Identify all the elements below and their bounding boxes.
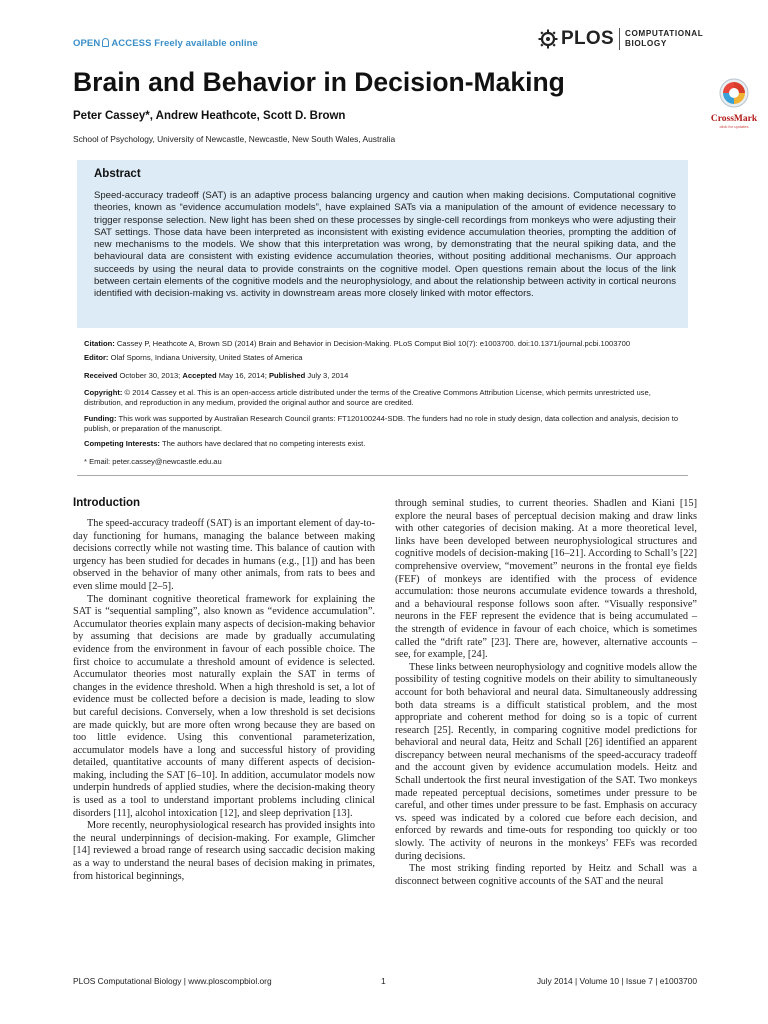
published-date: July 3, 2014	[307, 371, 349, 380]
citation-label: Citation:	[84, 339, 115, 348]
crossmark-sublabel: click for updates	[719, 124, 749, 129]
plos-logo	[538, 28, 703, 50]
body-paragraph: The most striking finding reported by Heitz and Schall was a disconnect between cognitive accounts of the SAT and the neural	[395, 863, 697, 887]
accepted-label: Accepted	[182, 371, 217, 380]
editor-line	[84, 353, 684, 363]
plos-gear-icon	[538, 29, 558, 49]
crossmark-icon	[719, 78, 749, 108]
competing-label: Competing Interests:	[84, 439, 160, 448]
introduction-heading: Introduction	[73, 497, 141, 509]
body-paragraph: The speed-accuracy tradeoff (SAT) is an important element of day-to-day functioning for humans, managing the balance between making decisions correctly while not wasting time. This balance of caution with urgency has been studied for decades in humans (e.g., [1]) and has been observed in the behavior of many other animals, from rats to bees and even slime mould [2–5].	[73, 518, 375, 592]
open-label: OPEN	[73, 38, 101, 49]
editor-text: Olaf Sporns, Indiana University, United States of America	[110, 353, 303, 362]
received-label: Received	[84, 371, 118, 380]
footer-issue: July 2014 | Volume 10 | Issue 7 | e1003700	[536, 976, 697, 986]
copyright-line	[84, 388, 684, 408]
copyright-text: © 2014 Cassey et al. This is an open-access article distributed under the terms of the Creative Commons Attribution License, which permits unrestricted use, distribution, and reproduction in any medium, provided the original author and source are credited.	[84, 388, 651, 408]
page-number: 1	[381, 976, 386, 986]
accepted-date: May 16, 2014;	[218, 371, 267, 380]
funding-label: Funding:	[84, 414, 117, 423]
abstract-text: Speed-accuracy tradeoff (SAT) is an adaptive process balancing urgency and caution when making decisions. Computational cognitive theories, known as “evidence accumulation models”, have explained SATs via a manipulation of the amount of evidence necessary to trigger response selection. New light has been shed on these processes by single-cell recordings from monkeys who were adjusting their SAT settings. Those data have been interpreted as inconsistent with existing evidence accumulation theories, prompting the addition of new mechanisms to the models. We show that this interpretation was wrong, by demonstrating that the neural spiking data, and the behavioural data are consistent with existing evidence accumulation theories, without positing additional mechanisms. Our approach succeeds by using the neural data to provide constraints on the cognitive model. Open questions remain about the locus of the link between certain elements of the cognitive models and the neurophysiology, and about the relationship between activity in cortical neurons identified with decision-making vs. activity in downstream areas more closely linked with motor effectors.	[94, 190, 676, 299]
editor-label: Editor:	[84, 353, 109, 362]
journal-name	[625, 29, 703, 49]
received-date: October 30, 2013;	[119, 371, 181, 380]
published-label: Published	[268, 371, 306, 380]
body-column-right	[395, 498, 697, 888]
plos-wordmark: PLOS	[561, 28, 614, 49]
journal-name-line2: BIOLOGY	[624, 39, 667, 48]
access-label: ACCESS Freely available online	[111, 38, 258, 49]
body-paragraph: The dominant cognitive theoretical framework for explaining the SAT is “sequential sampling”, also known as “evidence accumulation”. Accumulator theories explain many aspects of decision-making behavior by assuming that decisions are made by gradually accumulating evidence from the environment in favour of each possible choice. The first choice to accumulate a threshold amount of evidence is selected. Accumulator theories most naturally explain the SAT in terms of changes in the evidence threshold. When a high threshold is set, a lot of evidence must be collected before a decision is made, leading to slow but careful decisions. Conversely, when a low threshold is set decisions are made quickly, but are more often wrong because they are based on too little evidence. Using this conventional parameterization, accumulator models have a long and successful history of providing detailed, quantitative accounts of many different aspects of decision-making, including the SAT [6–10]. In addition, accumulator models now underpin hundreds of applied studies, where the decision-making theory is used as a tool to understand important problems including clinical disorders [11], alcohol intoxication [12], and sleep deprivation [13].	[73, 593, 375, 819]
funding-line	[84, 414, 684, 434]
body-column-left	[73, 518, 375, 883]
author-affiliation: School of Psychology, University of Newcastle, Newcastle, New South Wales, Australia	[73, 134, 396, 144]
journal-name-line1: COMPUTATIONAL	[624, 29, 704, 38]
funding-text: This work was supported by Australian Research Council grants: FT120100244-SDB. The funders had no role in study design, data collection and analysis, decision to publish, or preparation of the manuscript.	[84, 414, 679, 434]
citation-line	[84, 339, 684, 349]
body-paragraph: These links between neurophysiology and cognitive models allow the possibility of testing cognitive models on their ability to simultaneously account for both behavioral and neural data. Simultaneously addressing both data streams is a difficult statistical problem, and the most appropriate and coherent method for doing so is a topic of current research [25]. Recently, in comparing cognitive model predictions for behavioral and neural data, Heitz and Schall [26] identified an apparent discrepancy between neural mechanisms of the speed-accuracy tradeoff and the account given by evidence accumulation models. Heitz and Schall undertook the first neural investigation of the SAT. Two monkeys made repeated perceptual decisions, sometimes under pressure to be careful, and other times under pressure to be fast. Emphasis on accuracy vs. speed was indicated by a colored cue before each decision, and enforced by rewards and time-outs for responding too quickly or too slowly. The activity of neurons in the monkeys’ FEFs was recorded during decisions.	[395, 661, 697, 862]
article-authors: Peter Cassey*, Andrew Heathcote, Scott D. Brown	[73, 110, 346, 122]
competing-interests-line	[84, 439, 684, 449]
logo-divider	[619, 28, 620, 50]
metadata-divider	[77, 475, 688, 476]
footer-journal: PLOS Computational Biology | www.ploscompbiol.org	[73, 976, 272, 986]
copyright-label: Copyright:	[84, 388, 123, 397]
open-access-badge	[73, 38, 258, 49]
author-email[interactable]: * Email: peter.cassey@newcastle.edu.au	[84, 457, 222, 466]
body-paragraph: More recently, neurophysiological research has provided insights into the neural underpinnings of decision-making. For example, Glimcher [14] reviewed a broad range of research using saccadic decision making as a way to understand the neural bases of decision making in primates, from historical beginnings,	[73, 820, 375, 882]
lock-icon	[102, 38, 109, 47]
crossmark-label: CrossMark	[710, 114, 758, 124]
abstract-heading: Abstract	[94, 168, 141, 180]
body-paragraph: through seminal studies, to current theories. Shadlen and Kiani [15] explore the neural bases of perceptual decision making and draw links with other categories of decision making. At a more theoretical level, links have been developed between neurophysiological structures and cognitive models of decision-making [16–21]. According to Schall’s [22] comprehensive overview, “movement” neurons in the frontal eye fields (FEF) of monkeys are identified with the process of evidence accumulation: those neurons accumulate evidence towards a threshold, and a behavioural response follows soon after. “Visually responsive” neurons in the FEF represent the evidence that is being accumulated – the strength of evidence in favour of each choice, which is sometimes called the “drift rate” [23]. There are, however, alternative accounts – see, for example, [24].	[395, 498, 697, 661]
competing-text: The authors have declared that no competing interests exist.	[161, 439, 366, 448]
dates-line	[84, 371, 684, 381]
citation-text: Cassey P, Heathcote A, Brown SD (2014) Brain and Behavior in Decision-Making. PLoS Comput Biol 10(7): e1003700. doi:10.1371/journal.pcbi.1003700	[116, 339, 631, 348]
crossmark-badge[interactable]	[708, 78, 760, 129]
article-title: Brain and Behavior in Decision-Making	[73, 67, 565, 97]
